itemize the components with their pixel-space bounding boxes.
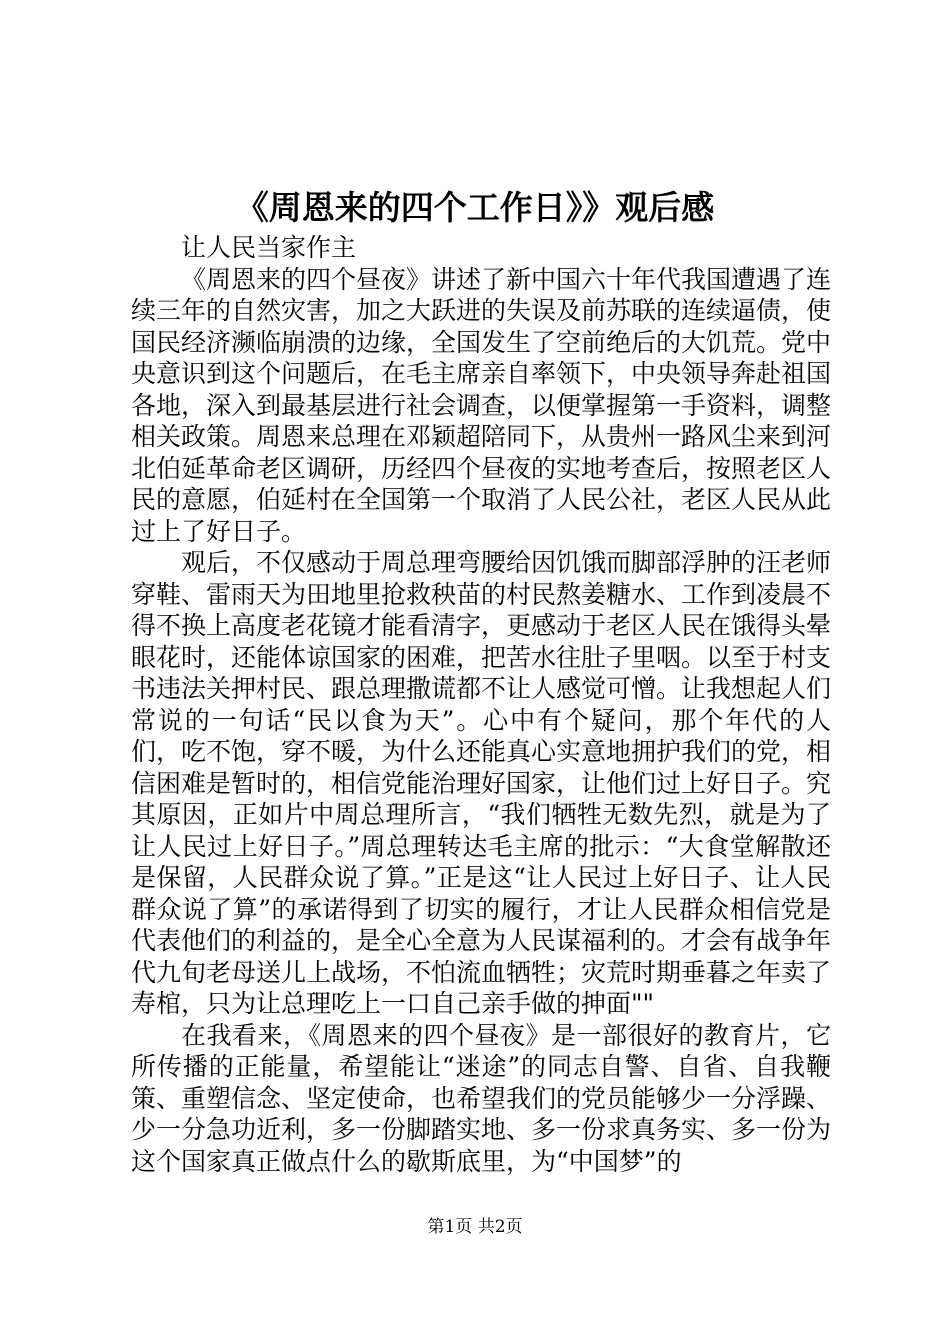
page-footer bbox=[0, 1215, 950, 1239]
document-body bbox=[131, 232, 831, 1177]
document-subtitle: 让人民当家作主 bbox=[181, 233, 357, 262]
paragraph: 观后，不仅感动于周总理弯腰给因饥饿而脚部浮肿的汪老师穿鞋、雷雨天为田地里抢救秧苗的村民熬姜糖水、工作到凌晨不得不换上高度老花镜才能看清字，更感动于老区人民在饿得头晕眼花时，还能体谅国家的困难，把苦水往肚子里咽。以至于村支书违法关押村民、跟总理撒谎都不让人感觉可憎。让我想起人们常说的一句话“民以食为天”。心中有个疑问，那个年代的人们，吃不饱，穿不暖，为什么还能真心实意地拥护我们的党，相信困难是暂时的，相信党能治理好国家，让他们过上好日子。究其原因，正如片中周总理所言，“我们牺牲无数先烈，就是为了让人民过上好日子。”周总理转达毛主席的批示：“大食堂解散还是保留，人民群众说了算。”正是这“让人民过上好日子、让人民群众说了算”的承诺得到了切实的履行，才让人民群众相信党是代表他们的利益的，是全心全意为人民谋福利的。才会有战争年代九旬老母送儿上战场，不怕流血牺牲；灾荒时期垂暮之年卖了寿棺，只为让总理吃上一口自己亲手做的抻面"" bbox=[131, 548, 832, 1018]
paragraph: 《周恩来的四个昼夜》讲述了新中国六十年代我国遭遇了连续三年的自然灾害，加之大跃进的失误及前苏联的连续逼债，使国民经济濒临崩溃的边缘，全国发生了空前绝后的大饥荒。党中央意识到这个问题后，在毛主席亲自率领下，中央领导奔赴祖国各地，深入到最基层进行社会调查，以便掌握第一手资料，调整相关政策。周恩来总理在邓颖超陪同下，从贵州一路风尘来到河北伯延革命老区调研，历经四个昼夜的实地考查后，按照老区人民的意愿，伯延村在全国第一个取消了人民公社，老区人民从此过上了好日子。 bbox=[131, 264, 832, 546]
page-indicator: 第1页 共2页 bbox=[427, 1217, 523, 1237]
document-title: 《周恩来的四个工作日》》观后感 bbox=[235, 188, 715, 227]
paragraph: 在我看来，《周恩来的四个昼夜》是一部很好的教育片，它所传播的正能量，希望能让“迷途”的同志自警、自省、自我鞭策、重塑信念、坚定使命，也希望我们的党员能够少一分浮躁、少一分急功近利，多一份脚踏实地、多一份求真务实、多一份为这个国家真正做点什么的歇斯底里，为“中国梦”的 bbox=[131, 1020, 832, 1176]
